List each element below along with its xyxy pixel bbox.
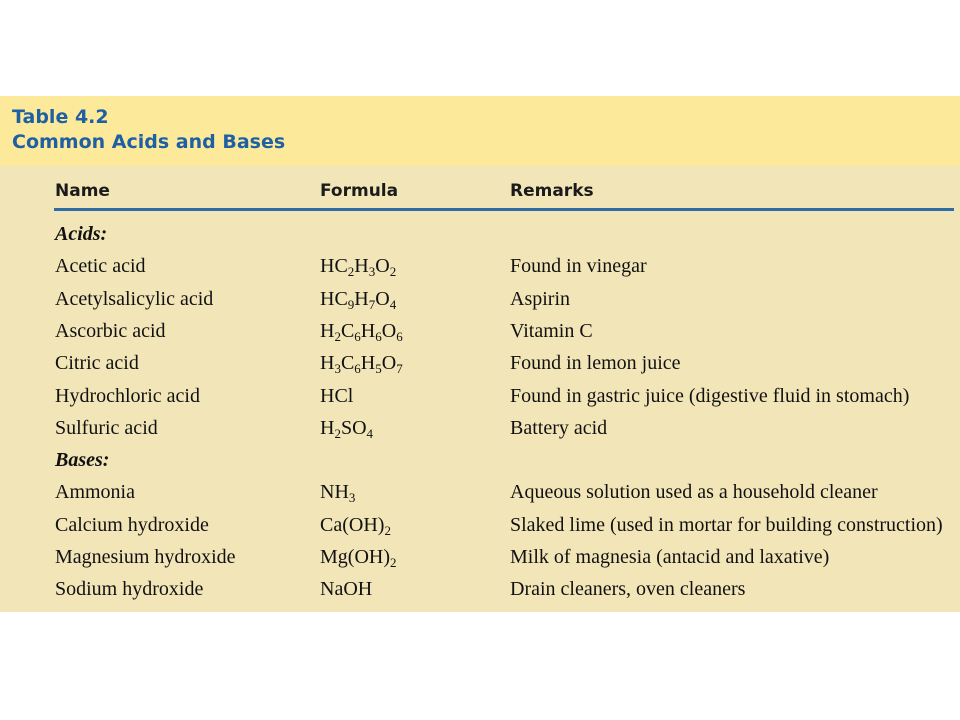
table-row — [0, 573, 960, 605]
group-label: Bases: — [55, 449, 110, 472]
compound-remarks: Aqueous solution used as a household cleaner — [510, 481, 878, 504]
compound-formula: HCl — [320, 384, 354, 407]
compound-remarks: Vitamin C — [510, 319, 593, 342]
compound-remarks: Found in lemon juice — [510, 352, 681, 375]
column-header-formula: Formula — [320, 181, 399, 201]
compound-name: Sodium hydroxide — [55, 578, 204, 601]
column-header-name: Name — [55, 181, 110, 201]
table-row — [0, 541, 960, 573]
table-row — [0, 476, 960, 508]
compound-name: Hydrochloric acid — [55, 384, 200, 407]
table-row — [0, 283, 960, 315]
compound-formula: NaOH — [320, 578, 373, 601]
table-header — [0, 96, 960, 166]
compound-name: Acetic acid — [55, 255, 146, 278]
compound-formula: $Ca(OH)_2$ — [320, 513, 391, 538]
compound-name: Sulfuric acid — [55, 416, 158, 439]
compound-formula: $H_3C_6H_5O_7$ — [320, 352, 403, 377]
compound-name: Ascorbic acid — [55, 319, 166, 342]
compound-remarks: Slaked lime (used in mortar for building construction) — [510, 513, 943, 536]
group-label: Acids: — [55, 223, 108, 245]
compound-formula: $HC_9H_7O_4$ — [320, 287, 397, 312]
compound-formula: $H_2C_6H_6O_6$ — [320, 319, 403, 344]
compound-name: Calcium hydroxide — [55, 513, 209, 536]
compound-remarks: Milk of magnesia (antacid and laxative) — [510, 546, 830, 568]
compound-formula: $NH_3$ — [320, 481, 356, 506]
table-row — [0, 380, 960, 412]
compound-remarks: Aspirin — [510, 287, 570, 310]
compound-remarks: Found in vinegar — [510, 255, 647, 278]
table-row — [0, 315, 960, 347]
compound-remarks: Drain cleaners, oven cleaners — [510, 578, 746, 601]
compound-formula: $HC_2H_3O_2$ — [320, 255, 397, 280]
compound-name: Acetylsalicylic acid — [55, 287, 214, 310]
group-row — [0, 218, 960, 250]
header-rule — [54, 208, 954, 211]
table-row — [0, 250, 960, 282]
compound-remarks: Found in gastric juice (digestive fluid in stomach) — [510, 384, 910, 407]
compound-formula: $H_2SO_4$ — [320, 416, 374, 441]
table-panel — [0, 96, 960, 612]
compound-name: Ammonia — [55, 481, 135, 504]
compound-formula: $Mg(OH)_2$ — [320, 546, 397, 570]
group-row — [0, 444, 960, 476]
compound-name: Citric acid — [55, 352, 139, 375]
compound-name: Magnesium hydroxide — [55, 546, 236, 568]
column-header-remarks: Remarks — [510, 181, 594, 201]
compound-remarks: Battery acid — [510, 416, 608, 439]
table-row — [0, 412, 960, 444]
table-title: Common Acids and Bases — [12, 131, 286, 153]
table-number: Table 4.2 — [12, 106, 109, 128]
table-row — [0, 509, 960, 541]
table-row — [0, 347, 960, 379]
